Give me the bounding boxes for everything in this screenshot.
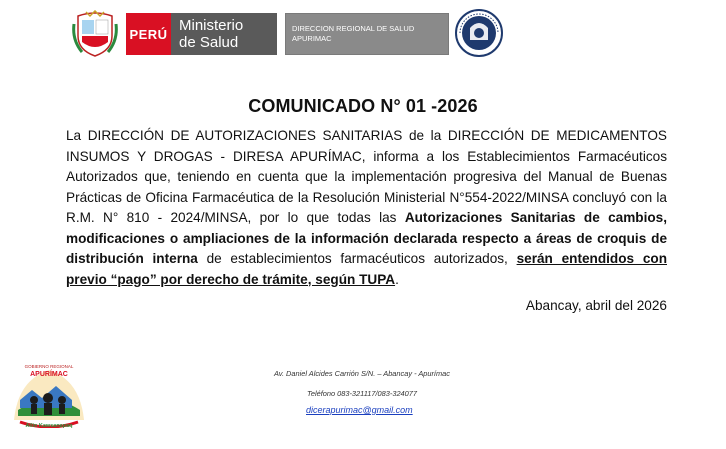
body-underlined-text: serán entendidos con previo “pago” por derecho de trámite, según TUPA [66, 251, 667, 287]
place-and-date: Abancay, abril del 2026 [525, 298, 667, 313]
peru-coat-of-arms-icon [72, 10, 118, 58]
footer-phone: Teléfono 083-321117/083-324077 [307, 389, 417, 398]
diresa-seal-icon [454, 8, 504, 58]
gobierno-regional-apurimac-logo-icon [12, 360, 86, 428]
ministerio-brand-block [171, 13, 277, 55]
communique-title: COMUNICADO N° 01 -2026 [248, 96, 478, 116]
body-text-part-1: La DIRECCIÓN DE AUTORIZACIONES SANITARIAS de la DIRECCIÓN DE MEDICAMENTOS INSUMOS Y DROGAS - DIRESA APURÍMAC, informa a los Establecimientos Farmacéuticos Autorizados que, teniendo en cuenta que la implementación progresiva del Manual de Buenas Prácticas de Oficina Farmacéutica de la Resolución Ministerial N°554-2022/MINSA concluyó con la R.M. N° 810 - 2024/MINSA, por lo que todas las [66, 128, 667, 225]
body-text-part-2: de establecimientos farmacéuticos autorizados, [197, 251, 517, 266]
body-text-part-3: . [395, 271, 399, 287]
body-bold-text: Autorizaciones Sanitarias de cambios, modificaciones o ampliaciones de la información declarada respecto a áreas de croquis de distribución interna [66, 210, 668, 266]
diresa-line-1: DIRECCION REGIONAL DE SALUD [292, 24, 415, 33]
footer-email-link[interactable]: dicerapurimac@gmail.com [306, 405, 413, 415]
communique-body [66, 126, 667, 290]
diresa-brand-block [285, 13, 449, 55]
peru-brand-block [126, 13, 171, 55]
letterhead [0, 0, 726, 70]
peru-label: PERÚ [129, 26, 168, 42]
logo-top-text: GOBIERNO REGIONAL [24, 364, 74, 369]
ministerio-line-1: Ministerio [179, 17, 244, 34]
diresa-line-2: APURIMAC [292, 34, 332, 43]
logo-bottom-text: Allin Kawsanapaq [25, 423, 73, 428]
logo-brand-text: APURÍMAC [30, 371, 68, 378]
ministerio-line-2: de Salud [179, 34, 239, 51]
footer-address: Av. Daniel Alcides Carrión S/N. – Abancay - Apurímac [274, 369, 450, 378]
